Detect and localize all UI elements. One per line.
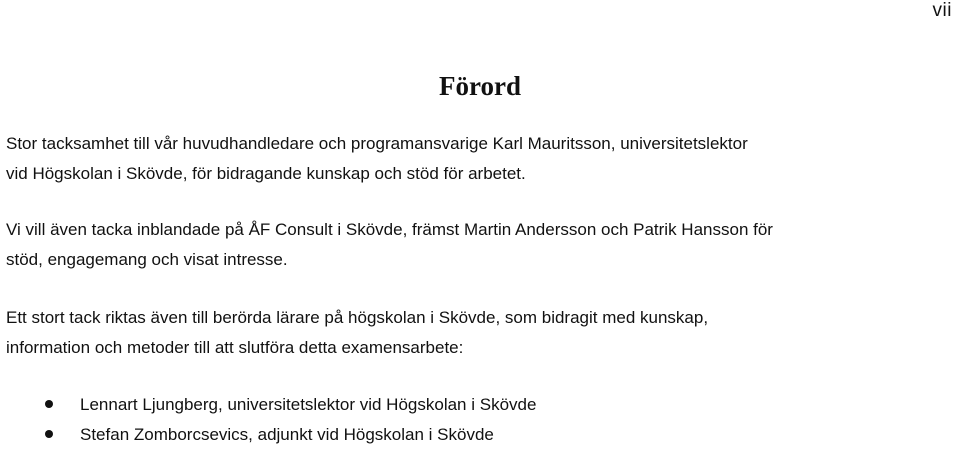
paragraph-thanks-company: [6, 215, 956, 275]
paragraph-line: Ett stort tack riktas även till berörda lärare på högskolan i Skövde, som bidragit med kunskap,: [6, 308, 709, 327]
list-item-text: Lennart Ljungberg, universitetslektor vid Högskolan i Skövde: [80, 395, 537, 414]
list-item-text: Stefan Zomborcsevics, adjunkt vid Högskolan i Skövde: [80, 425, 494, 444]
page-number: vii: [932, 0, 952, 21]
paragraph-line: Stor tacksamhet till vår huvudhandledare och programansvarige Karl Mauritsson, universitetslektor: [6, 134, 748, 153]
paragraph-line: information och metoder till att slutföra detta examensarbete:: [6, 338, 464, 357]
paragraph-thanks-supervisor: [6, 129, 956, 189]
teacher-list: [0, 390, 536, 450]
bullet-icon: [45, 430, 53, 438]
paragraph-line: Vi vill även tacka inblandade på ÅF Consult i Skövde, främst Martin Andersson och Patrik Hansson för: [6, 220, 773, 239]
paragraph-thanks-teachers: [6, 303, 956, 363]
list-item: [0, 420, 536, 450]
paragraph-line: stöd, engagemang och visat intresse.: [6, 250, 288, 269]
paragraph-line: vid Högskolan i Skövde, för bidragande kunskap och stöd för arbetet.: [6, 164, 526, 183]
page-title: Förord: [439, 71, 521, 101]
list-item: [0, 390, 536, 420]
bullet-icon: [45, 400, 53, 408]
